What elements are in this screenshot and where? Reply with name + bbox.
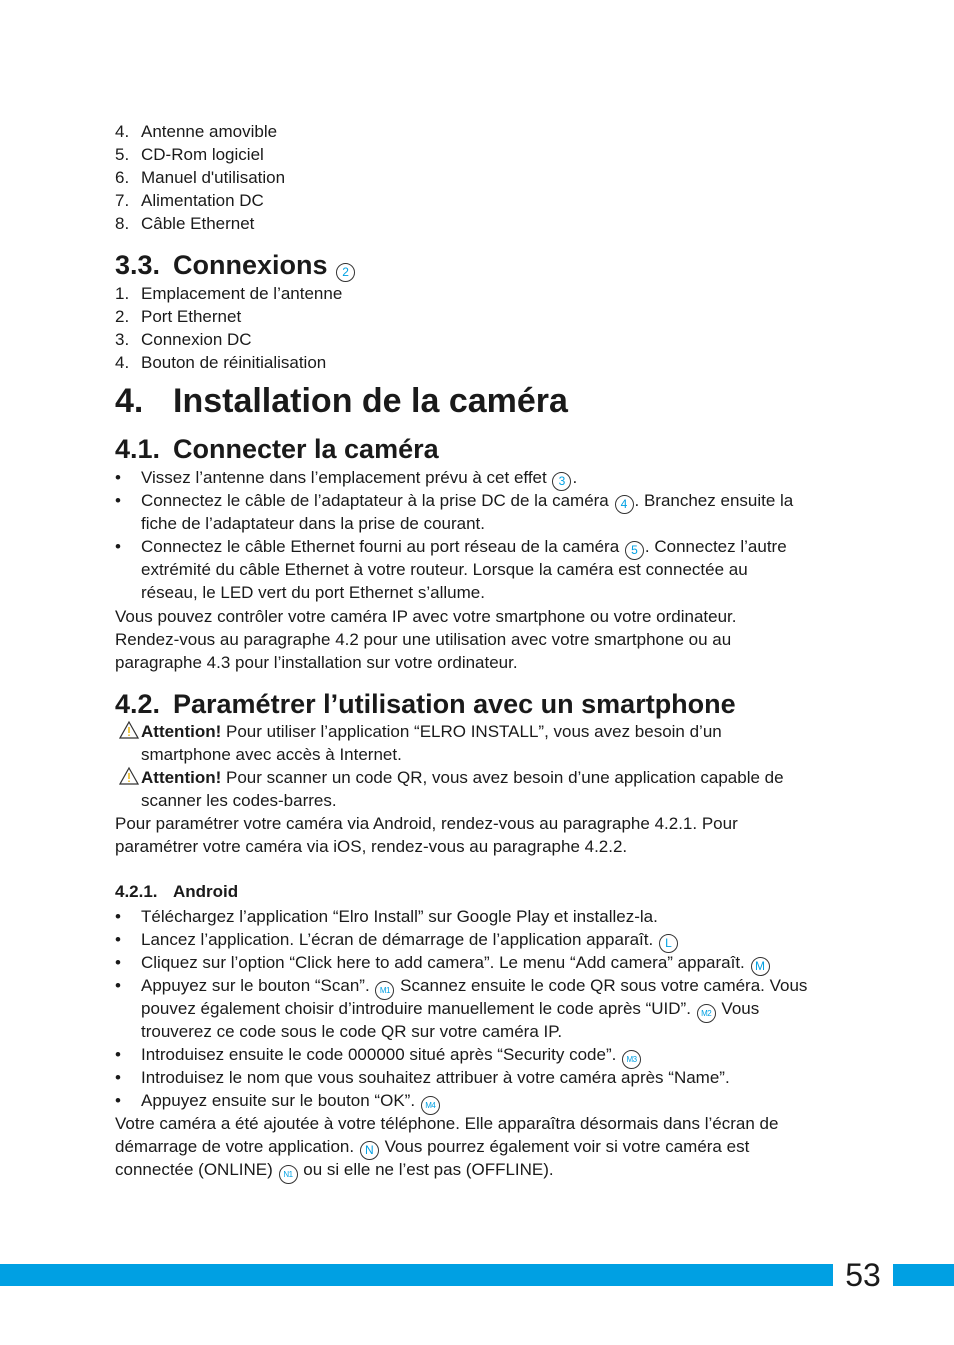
warning-icon bbox=[119, 766, 139, 786]
chapter-heading: 4. Installation de la caméra bbox=[115, 382, 568, 420]
reference-marker: M bbox=[751, 957, 770, 976]
section-heading-4-1: 4.1. Connecter la caméra bbox=[115, 434, 439, 464]
reference-marker: N1 bbox=[279, 1165, 298, 1184]
paragraph-line: démarrage de votre application. N Vous pourrez également voir si votre caméra est bbox=[115, 1135, 749, 1160]
reference-marker: M4 bbox=[421, 1096, 440, 1115]
reference-marker: 2 bbox=[336, 263, 355, 282]
reference-marker: M1 bbox=[375, 981, 394, 1000]
reference-marker: N bbox=[360, 1141, 379, 1160]
reference-marker: 4 bbox=[615, 495, 634, 514]
reference-marker: M3 bbox=[622, 1050, 641, 1069]
warning-line: Attention! Pour scanner un code QR, vous avez besoin d’une application capable de bbox=[119, 766, 784, 789]
paragraph-line: Vous pouvez contrôler votre caméra IP avec votre smartphone ou votre ordinateur. bbox=[115, 607, 737, 626]
reference-marker: M2 bbox=[697, 1004, 716, 1023]
section-heading-3-3: 3.3. Connexions 2 bbox=[115, 250, 356, 282]
reference-marker: 3 bbox=[552, 472, 571, 491]
warning-line: Attention! Pour utiliser l’application “ELRO INSTALL”, vous avez besoin d’un bbox=[119, 720, 722, 743]
reference-marker: L bbox=[659, 934, 678, 953]
paragraph-line: Pour paramétrer votre caméra via Android, rendez-vous au paragraphe 4.2.1. Pour bbox=[115, 814, 738, 833]
subsection-heading-4-2-1: 4.2.1. Android bbox=[115, 882, 239, 901]
warning-icon bbox=[119, 720, 139, 740]
section-heading-4-2: 4.2. Paramétrer l’utilisation avec un smartphone bbox=[115, 689, 736, 719]
paragraph-line: Rendez-vous au paragraphe 4.2 pour une utilisation avec votre smartphone ou au bbox=[115, 630, 732, 649]
footer-bar bbox=[0, 1264, 954, 1286]
page-number: 53 bbox=[833, 1258, 893, 1292]
paragraph-line: Votre caméra a été ajoutée à votre téléphone. Elle apparaîtra désormais dans l’écran de bbox=[115, 1114, 779, 1133]
reference-marker: 5 bbox=[625, 541, 644, 560]
paragraph-line: paramétrer votre caméra via iOS, rendez-vous au paragraphe 4.2.2. bbox=[115, 837, 628, 856]
paragraph-line: connectée (ONLINE) N1 ou si elle ne l’est pas (OFFLINE). bbox=[115, 1158, 554, 1184]
paragraph-line: paragraphe 4.3 pour l’installation sur votre ordinateur. bbox=[115, 653, 518, 672]
